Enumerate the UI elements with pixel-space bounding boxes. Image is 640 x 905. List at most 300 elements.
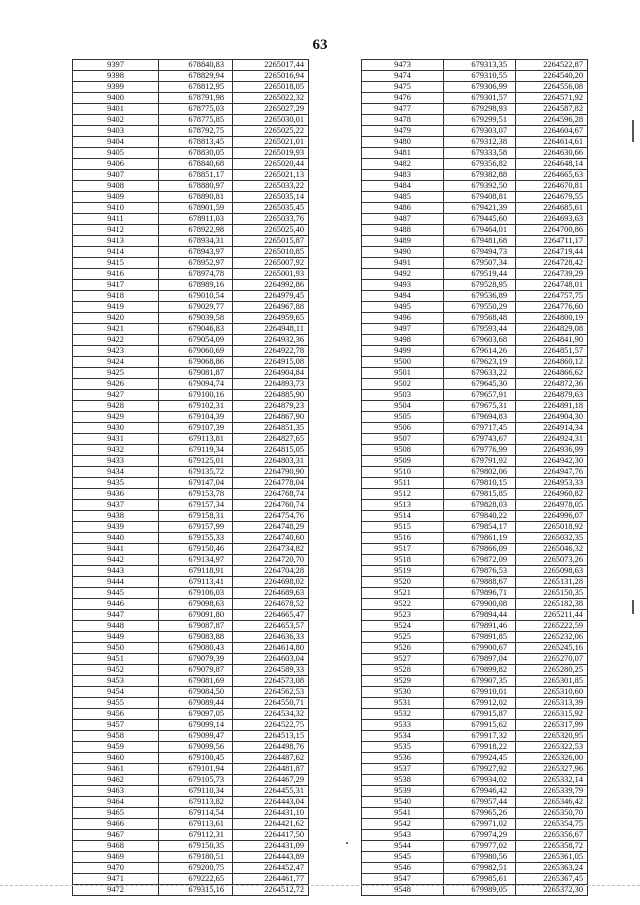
point-number-cell: 9458: [73, 731, 159, 742]
x-coordinate-cell: 679810,15: [444, 478, 516, 489]
x-coordinate-cell: 679891,46: [444, 621, 516, 632]
y-coordinate-cell: 2264513,15: [233, 731, 309, 742]
point-number-cell: 9530: [362, 687, 444, 698]
x-coordinate-cell: 678890,81: [159, 192, 233, 203]
y-coordinate-cell: 2264827,65: [233, 434, 309, 445]
x-coordinate-cell: 679101,94: [159, 764, 233, 775]
point-number-cell: 9446: [73, 599, 159, 610]
y-coordinate-cell: 2264704,28: [233, 566, 309, 577]
point-number-cell: 9542: [362, 819, 444, 830]
table-row: [73, 665, 309, 676]
table-row: [362, 511, 588, 522]
x-coordinate-cell: 678851,17: [159, 170, 233, 181]
y-coordinate-cell: 2264879,63: [516, 390, 588, 401]
y-coordinate-cell: 2264841,90: [516, 335, 588, 346]
table-row: [362, 819, 588, 830]
x-coordinate-cell: 679080,43: [159, 643, 233, 654]
table-row: [73, 720, 309, 731]
y-coordinate-cell: 2265007,92: [233, 258, 309, 269]
point-number-cell: 9401: [73, 104, 159, 115]
point-number-cell: 9509: [362, 456, 444, 467]
point-number-cell: 9418: [73, 291, 159, 302]
x-coordinate-cell: 679010,54: [159, 291, 233, 302]
x-coordinate-cell: 679097,05: [159, 709, 233, 720]
table-row: [362, 874, 588, 885]
table-row: [362, 203, 588, 214]
x-coordinate-cell: 679303,07: [444, 126, 516, 137]
point-number-cell: 9422: [73, 335, 159, 346]
table-row: [73, 566, 309, 577]
x-coordinate-cell: 679029,77: [159, 302, 233, 313]
point-number-cell: 9491: [362, 258, 444, 269]
point-number-cell: 9411: [73, 214, 159, 225]
y-coordinate-cell: 2264996,07: [516, 511, 588, 522]
x-coordinate-cell: 679519,44: [444, 269, 516, 280]
x-coordinate-cell: 679974,29: [444, 830, 516, 841]
point-number-cell: 9414: [73, 247, 159, 258]
point-number-cell: 9470: [73, 863, 159, 874]
y-coordinate-cell: 2264665,47: [233, 610, 309, 621]
x-coordinate-cell: 679105,73: [159, 775, 233, 786]
table-row: [73, 478, 309, 489]
point-number-cell: 9474: [362, 71, 444, 82]
point-number-cell: 9399: [73, 82, 159, 93]
point-number-cell: 9444: [73, 577, 159, 588]
x-coordinate-cell: 679113,41: [159, 577, 233, 588]
table-row: [362, 346, 588, 357]
scan-edge-mark: [632, 120, 634, 142]
table-row: [73, 192, 309, 203]
table-row: [73, 588, 309, 599]
point-number-cell: 9489: [362, 236, 444, 247]
table-row: [73, 357, 309, 368]
y-coordinate-cell: 2264540,20: [516, 71, 588, 82]
x-coordinate-cell: 679568,48: [444, 313, 516, 324]
y-coordinate-cell: 2264431,09: [233, 841, 309, 852]
point-number-cell: 9547: [362, 874, 444, 885]
x-coordinate-cell: 679158,31: [159, 511, 233, 522]
x-coordinate-cell: 679915,62: [444, 720, 516, 731]
y-coordinate-cell: 2264603,04: [233, 654, 309, 665]
point-number-cell: 9486: [362, 203, 444, 214]
point-number-cell: 9434: [73, 467, 159, 478]
x-coordinate-cell: 679114,54: [159, 808, 233, 819]
y-coordinate-cell: 2265022,32: [233, 93, 309, 104]
y-coordinate-cell: 2265001,93: [233, 269, 309, 280]
table-row: [362, 93, 588, 104]
y-coordinate-cell: 2264604,67: [516, 126, 588, 137]
table-row: [73, 346, 309, 357]
point-number-cell: 9420: [73, 313, 159, 324]
x-coordinate-cell: 679910,01: [444, 687, 516, 698]
point-number-cell: 9467: [73, 830, 159, 841]
point-number-cell: 9480: [362, 137, 444, 148]
x-coordinate-cell: 679743,67: [444, 434, 516, 445]
y-coordinate-cell: 2264720,70: [233, 555, 309, 566]
point-number-cell: 9429: [73, 412, 159, 423]
y-coordinate-cell: 2265025,40: [233, 225, 309, 236]
table-row: [362, 786, 588, 797]
table-row: [73, 533, 309, 544]
point-number-cell: 9473: [362, 60, 444, 71]
x-coordinate-cell: 679977,02: [444, 841, 516, 852]
x-coordinate-cell: 678829,94: [159, 71, 233, 82]
x-coordinate-cell: 679894,44: [444, 610, 516, 621]
y-coordinate-cell: 2265322,53: [516, 742, 588, 753]
table-row: [73, 126, 309, 137]
table-row: [362, 192, 588, 203]
point-number-cell: 9423: [73, 346, 159, 357]
point-number-cell: 9425: [73, 368, 159, 379]
table-row: [362, 71, 588, 82]
table-row: [73, 203, 309, 214]
point-number-cell: 9505: [362, 412, 444, 423]
page-number: 63: [312, 37, 328, 53]
x-coordinate-cell: 679866,09: [444, 544, 516, 555]
table-row: [73, 280, 309, 291]
y-coordinate-cell: 2265270,07: [516, 654, 588, 665]
point-number-cell: 9479: [362, 126, 444, 137]
x-coordinate-cell: 678830,05: [159, 148, 233, 159]
y-coordinate-cell: 2264776,60: [516, 302, 588, 313]
table-row: [73, 643, 309, 654]
table-row: [362, 148, 588, 159]
point-number-cell: 9441: [73, 544, 159, 555]
point-number-cell: 9398: [73, 71, 159, 82]
point-number-cell: 9525: [362, 632, 444, 643]
x-coordinate-cell: 678880,97: [159, 181, 233, 192]
x-coordinate-cell: 679657,91: [444, 390, 516, 401]
y-coordinate-cell: 2264689,63: [233, 588, 309, 599]
point-number-cell: 9400: [73, 93, 159, 104]
y-coordinate-cell: 2264885,90: [233, 390, 309, 401]
y-coordinate-cell: 2265021,01: [233, 137, 309, 148]
x-coordinate-cell: 679081,87: [159, 368, 233, 379]
point-number-cell: 9513: [362, 500, 444, 511]
point-number-cell: 9405: [73, 148, 159, 159]
y-coordinate-cell: 2265320,95: [516, 731, 588, 742]
y-coordinate-cell: 2265035,14: [233, 192, 309, 203]
x-coordinate-cell: 679147,04: [159, 478, 233, 489]
x-coordinate-cell: 679550,29: [444, 302, 516, 313]
y-coordinate-cell: 2265361,05: [516, 852, 588, 863]
y-coordinate-cell: 2264953,33: [516, 478, 588, 489]
table-row: [362, 643, 588, 654]
y-coordinate-cell: 2264719,44: [516, 247, 588, 258]
y-coordinate-cell: 2265019,93: [233, 148, 309, 159]
point-number-cell: 9518: [362, 555, 444, 566]
table-row: [73, 82, 309, 93]
y-coordinate-cell: 2265346,42: [516, 797, 588, 808]
point-number-cell: 9415: [73, 258, 159, 269]
table-row: [362, 500, 588, 511]
table-row: [362, 269, 588, 280]
table-row: [362, 258, 588, 269]
x-coordinate-cell: 679306,99: [444, 82, 516, 93]
x-coordinate-cell: 678792,75: [159, 126, 233, 137]
y-coordinate-cell: 2264867,90: [233, 412, 309, 423]
table-row: [362, 434, 588, 445]
x-coordinate-cell: 679623,19: [444, 357, 516, 368]
table-row: [362, 632, 588, 643]
x-coordinate-cell: 678934,31: [159, 236, 233, 247]
y-coordinate-cell: 2264860,12: [516, 357, 588, 368]
y-coordinate-cell: 2265035,45: [233, 203, 309, 214]
table-row: [362, 808, 588, 819]
table-row: [73, 60, 309, 71]
point-number-cell: 9461: [73, 764, 159, 775]
y-coordinate-cell: 2265098,63: [516, 566, 588, 577]
table-row: [362, 302, 588, 313]
point-number-cell: 9469: [73, 852, 159, 863]
table-row: [73, 786, 309, 797]
table-row: [362, 797, 588, 808]
y-coordinate-cell: 2265339,79: [516, 786, 588, 797]
x-coordinate-cell: 679528,95: [444, 280, 516, 291]
x-coordinate-cell: 679861,19: [444, 533, 516, 544]
x-coordinate-cell: 679494,73: [444, 247, 516, 258]
table-row: [362, 852, 588, 863]
table-row: [73, 445, 309, 456]
table-row: [362, 478, 588, 489]
table-row: [362, 687, 588, 698]
point-number-cell: 9404: [73, 137, 159, 148]
x-coordinate-cell: 679157,34: [159, 500, 233, 511]
y-coordinate-cell: 2264711,17: [516, 236, 588, 247]
table-row: [73, 412, 309, 423]
table-row: [73, 269, 309, 280]
table-row: [362, 401, 588, 412]
x-coordinate-cell: 679118,91: [159, 566, 233, 577]
scan-speck: [346, 842, 348, 844]
y-coordinate-cell: 2264740,60: [233, 533, 309, 544]
x-coordinate-cell: 679039,58: [159, 313, 233, 324]
x-coordinate-cell: 679614,26: [444, 346, 516, 357]
y-coordinate-cell: 2264700,86: [516, 225, 588, 236]
table-row: [362, 588, 588, 599]
table-row: [362, 654, 588, 665]
table-row: [73, 610, 309, 621]
point-number-cell: 9482: [362, 159, 444, 170]
point-number-cell: 9523: [362, 610, 444, 621]
point-number-cell: 9536: [362, 753, 444, 764]
table-row: [73, 511, 309, 522]
table-row: [362, 709, 588, 720]
y-coordinate-cell: 2264932,36: [233, 335, 309, 346]
table-row: [362, 104, 588, 115]
x-coordinate-cell: 679854,17: [444, 522, 516, 533]
table-row: [362, 885, 588, 896]
y-coordinate-cell: 2265015,87: [233, 236, 309, 247]
point-number-cell: 9431: [73, 434, 159, 445]
x-coordinate-cell: 679060,69: [159, 346, 233, 357]
x-coordinate-cell: 679155,33: [159, 533, 233, 544]
point-number-cell: 9544: [362, 841, 444, 852]
x-coordinate-cell: 679113,61: [159, 819, 233, 830]
x-coordinate-cell: 679150,46: [159, 544, 233, 555]
point-number-cell: 9465: [73, 808, 159, 819]
point-number-cell: 9443: [73, 566, 159, 577]
table-row: [362, 676, 588, 687]
table-row: [362, 775, 588, 786]
table-row: [73, 170, 309, 181]
y-coordinate-cell: 2264760,74: [233, 500, 309, 511]
x-coordinate-cell: 679301,57: [444, 93, 516, 104]
point-number-cell: 9450: [73, 643, 159, 654]
y-coordinate-cell: 2264467,29: [233, 775, 309, 786]
x-coordinate-cell: 679900,08: [444, 599, 516, 610]
table-row: [73, 71, 309, 82]
y-coordinate-cell: 2264904,30: [516, 412, 588, 423]
table-row: [73, 852, 309, 863]
table-row: [73, 544, 309, 555]
y-coordinate-cell: 2264866,62: [516, 368, 588, 379]
table-row: [73, 236, 309, 247]
point-number-cell: 9514: [362, 511, 444, 522]
point-number-cell: 9515: [362, 522, 444, 533]
point-number-cell: 9520: [362, 577, 444, 588]
x-coordinate-cell: 678974,78: [159, 269, 233, 280]
point-number-cell: 9498: [362, 335, 444, 346]
y-coordinate-cell: 2264851,57: [516, 346, 588, 357]
y-coordinate-cell: 2264959,65: [233, 313, 309, 324]
point-number-cell: 9503: [362, 390, 444, 401]
x-coordinate-cell: 679876,53: [444, 566, 516, 577]
x-coordinate-cell: 679315,16: [159, 885, 233, 896]
y-coordinate-cell: 2265021,13: [233, 170, 309, 181]
point-number-cell: 9433: [73, 456, 159, 467]
y-coordinate-cell: 2264829,08: [516, 324, 588, 335]
x-coordinate-cell: 679104,39: [159, 412, 233, 423]
table-row: [73, 500, 309, 511]
point-number-cell: 9439: [73, 522, 159, 533]
point-number-cell: 9413: [73, 236, 159, 247]
y-coordinate-cell: 2265363,24: [516, 863, 588, 874]
table-row: [362, 368, 588, 379]
y-coordinate-cell: 2264739,29: [516, 269, 588, 280]
x-coordinate-cell: 679153,78: [159, 489, 233, 500]
y-coordinate-cell: 2265182,38: [516, 599, 588, 610]
table-row: [73, 247, 309, 258]
table-row: [73, 819, 309, 830]
point-number-cell: 9521: [362, 588, 444, 599]
table-row: [362, 126, 588, 137]
table-row: [73, 434, 309, 445]
table-row: [73, 181, 309, 192]
table-row: [73, 159, 309, 170]
x-coordinate-cell: 679971,02: [444, 819, 516, 830]
table-row: [73, 764, 309, 775]
point-number-cell: 9501: [362, 368, 444, 379]
x-coordinate-cell: 679333,58: [444, 148, 516, 159]
x-coordinate-cell: 679927,92: [444, 764, 516, 775]
table-row: [73, 654, 309, 665]
table-row: [362, 841, 588, 852]
y-coordinate-cell: 2264589,33: [233, 665, 309, 676]
x-coordinate-cell: 679081,69: [159, 676, 233, 687]
table-row: [73, 148, 309, 159]
y-coordinate-cell: 2265315,92: [516, 709, 588, 720]
x-coordinate-cell: 679098,63: [159, 599, 233, 610]
point-number-cell: 9457: [73, 720, 159, 731]
x-coordinate-cell: 679299,51: [444, 115, 516, 126]
x-coordinate-cell: 679896,71: [444, 588, 516, 599]
point-number-cell: 9497: [362, 324, 444, 335]
table-row: [73, 390, 309, 401]
point-number-cell: 9510: [362, 467, 444, 478]
table-row: [362, 335, 588, 346]
y-coordinate-cell: 2265301,85: [516, 676, 588, 687]
point-number-cell: 9495: [362, 302, 444, 313]
point-number-cell: 9477: [362, 104, 444, 115]
point-number-cell: 9524: [362, 621, 444, 632]
y-coordinate-cell: 2264947,76: [516, 467, 588, 478]
y-coordinate-cell: 2264481,87: [233, 764, 309, 775]
y-coordinate-cell: 2264653,57: [233, 621, 309, 632]
table-row: [73, 456, 309, 467]
x-coordinate-cell: 679200,75: [159, 863, 233, 874]
coordinates-table-right: [361, 59, 588, 896]
table-row: [73, 863, 309, 874]
y-coordinate-cell: 2264452,47: [233, 863, 309, 874]
y-coordinate-cell: 2264636,33: [233, 632, 309, 643]
point-number-cell: 9532: [362, 709, 444, 720]
y-coordinate-cell: 2264455,31: [233, 786, 309, 797]
table-row: [362, 731, 588, 742]
x-coordinate-cell: 679507,34: [444, 258, 516, 269]
point-number-cell: 9448: [73, 621, 159, 632]
table-row: [362, 456, 588, 467]
x-coordinate-cell: 679119,34: [159, 445, 233, 456]
x-coordinate-cell: 679481,68: [444, 236, 516, 247]
point-number-cell: 9494: [362, 291, 444, 302]
table-row: [73, 709, 309, 720]
table-row: [362, 599, 588, 610]
x-coordinate-cell: 679046,83: [159, 324, 233, 335]
x-coordinate-cell: 679985,61: [444, 874, 516, 885]
table-row: [362, 313, 588, 324]
point-number-cell: 9440: [73, 533, 159, 544]
y-coordinate-cell: 2264979,45: [233, 291, 309, 302]
table-row: [73, 577, 309, 588]
point-number-cell: 9453: [73, 676, 159, 687]
table-row: [362, 214, 588, 225]
y-coordinate-cell: 2264512,72: [233, 885, 309, 896]
y-coordinate-cell: 2265350,70: [516, 808, 588, 819]
table-row: [73, 214, 309, 225]
y-coordinate-cell: 2264922,78: [233, 346, 309, 357]
point-number-cell: 9462: [73, 775, 159, 786]
y-coordinate-cell: 2264942,30: [516, 456, 588, 467]
x-coordinate-cell: 679603,68: [444, 335, 516, 346]
x-coordinate-cell: 679068,86: [159, 357, 233, 368]
table-row: [362, 225, 588, 236]
table-row: [362, 412, 588, 423]
point-number-cell: 9508: [362, 445, 444, 456]
y-coordinate-cell: 2265027,29: [233, 104, 309, 115]
y-coordinate-cell: 2264443,89: [233, 852, 309, 863]
point-number-cell: 9537: [362, 764, 444, 775]
point-number-cell: 9459: [73, 742, 159, 753]
y-coordinate-cell: 2264556,08: [516, 82, 588, 93]
table-row: [73, 467, 309, 478]
y-coordinate-cell: 2264571,92: [516, 93, 588, 104]
table-row: [73, 555, 309, 566]
y-coordinate-cell: 2264648,14: [516, 159, 588, 170]
x-coordinate-cell: 679776,99: [444, 445, 516, 456]
point-number-cell: 9427: [73, 390, 159, 401]
point-number-cell: 9507: [362, 434, 444, 445]
